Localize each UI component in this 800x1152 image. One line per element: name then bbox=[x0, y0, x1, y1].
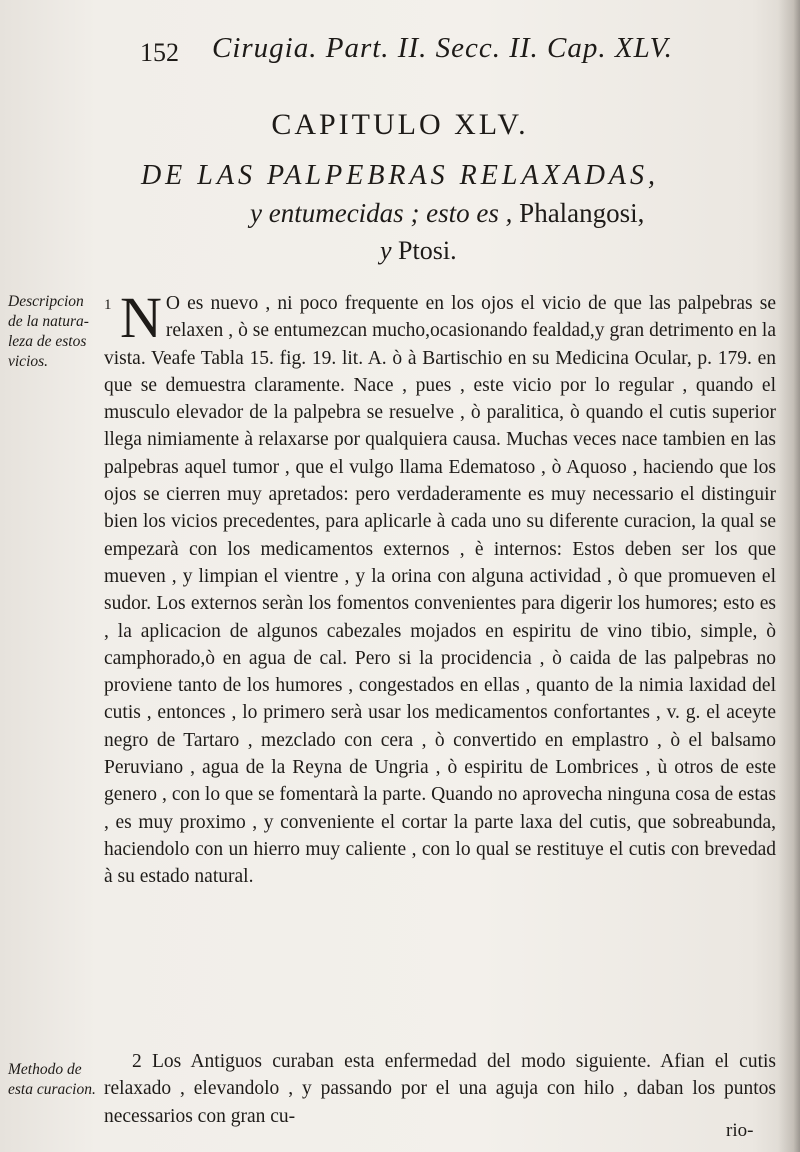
drop-cap-initial: N bbox=[120, 285, 162, 350]
chapter-title-line-3 bbox=[380, 236, 580, 266]
paragraph-2-body: Los Antiguos curaban esta enfermedad del modo siguiente. Afian el cutis relaxado , elevandolo , y passando por el una aguja con hilo , daban los puntos necessarios con gran cu- bbox=[104, 1051, 777, 1127]
chapter-heading: CAPITULO XLV. bbox=[271, 108, 529, 141]
paragraph-1 bbox=[104, 285, 776, 891]
margin-note-description: Descripcion de la natura-leza de estos vicios. bbox=[8, 293, 89, 370]
chapter-title-conjunction: y bbox=[380, 236, 392, 265]
paragraph-1-number: 1 bbox=[104, 297, 112, 313]
chapter-title-line-2 bbox=[250, 198, 710, 229]
chapter-title-term-ptosi: Ptosi. bbox=[398, 236, 457, 265]
running-title: Cirugia. Part. II. Secc. II. Cap. XLV. bbox=[212, 32, 673, 64]
running-header bbox=[140, 22, 700, 70]
paragraph-2-number: 2 bbox=[132, 1051, 142, 1072]
catchword: rio- bbox=[726, 1120, 754, 1141]
chapter-title-italic-part: y entumecidas ; esto es , bbox=[250, 198, 513, 228]
paragraph-2-text bbox=[104, 1048, 776, 1130]
chapter-title-line-1: DE LAS PALPEBRAS RELAXADAS, bbox=[140, 160, 660, 191]
page-number: 152 bbox=[140, 38, 179, 67]
paragraph-2 bbox=[104, 1048, 776, 1130]
paragraph-1-text: O es nuevo , ni poco frequente en los ojos el vicio de que las palpebras se relaxen , ò se entumezcan mucho,ocasionando fealdad,y gran detrimento en la vista. Veafe Tabla 15. fig. 19. lit. A. ò à Bartischio en su Medicina Ocular, p. 179. en que se demuestra claramente. Nace , pues , este vicio por lo regular , quando el musculo elevador de la palpebra se resuelve , ò paralitica, ò quando el cutis superior llega nimiamente à relaxarse por qualquiera causa. Muchas veces nace tambien en las palpebras aquel tumor , que el vulgo llama Edematoso , ò Aquoso , haciendo que los ojos se cierren muy apretados: pero verdaderamente es muy necessario el distinguir bien los vicios precedentes, para aplicarle à cada uno su diferente curacion, la qual se empezarà con los medicamentos externos , è internos: Estos deben ser los que mueven , y limpian el vientre , y la orina con alguna actividad , ò que promueven el sudor. Los externos seràn los fomentos convenientes para digerir los humores; esto es , la aplicacion de algunos cabezales mojados en espiritu de vino tibio, simple, ò camphorado,ò en agua de cal. Pero si la procidencia , ò caida de las palpebras no proviene tanto de los humores , congestados en ellas , quanto de la nimia laxidad del cutis , entonces , lo primero serà usar los medicamentos confortantes , v. g. el aceyte negro de Tartaro , mezclado con cera , ò convertido en emplastro , ò el balsamo Peruviano , agua de la Reyna de Ungria , ò espiritu de Lombrices , ù otros de este genero , con lo que se fomentarà la parte. Quando no aprovecha ninguna cosa de estas , es muy proximo , y conveniente el cortar la parte laxa del cutis, que sobreabunda, haciendolo con un hierro muy caliente , con lo qual se restituye el cutis con brevedad à su estado natural. bbox=[104, 293, 776, 888]
chapter-title-term-phalangosi: Phalangosi, bbox=[519, 198, 645, 228]
margin-note-method: Methodo de esta curacion. bbox=[8, 1061, 96, 1098]
